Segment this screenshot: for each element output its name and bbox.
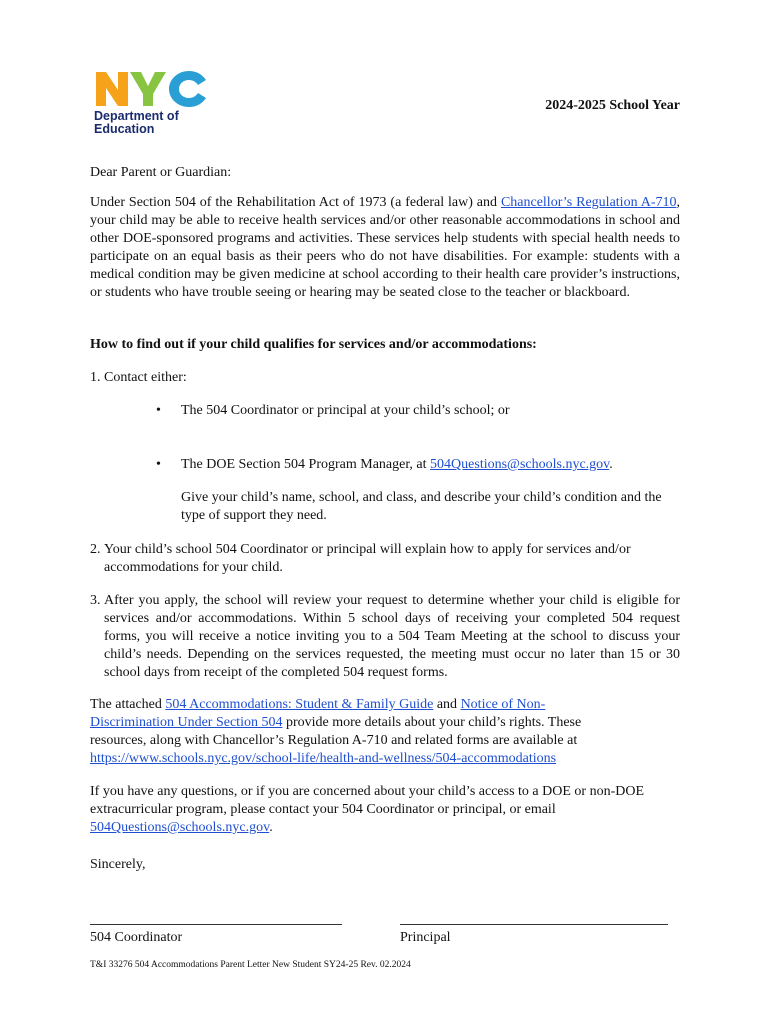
non-discrimination-link[interactable]: Notice of Non-Discrimination Under Section 504 <box>90 697 546 730</box>
step-3-text: After you apply, the school will review your request to determine whether your child is eligible for services and/or accommodations. Within 5 school days of receiving your completed 504 request forms, you will receive a notice inviting you to a 504 Team Meeting at the school to discuss your child’s needs. Depending on the services requested, the meeting must occur no later than 15 or 30 school days from receipt of the completed 504 request forms. <box>104 593 680 680</box>
questions-text-2: . <box>269 820 273 835</box>
chancellors-regulation-link[interactable]: Chancellor’s Regulation A-710 <box>500 195 677 210</box>
bullet-icon: • <box>156 457 161 472</box>
intro-text-2: , your child may be able to receive health services and/or other reasonable accommodations in school and other DOE-sponsored programs and activities. These services help students with special health needs to participate on an equal basis as their peers who do not have disabilities. For example: students with a medical condition may be given medicine at school according to their health care provider’s instructions, or students who have trouble seeing or hearing may be seated close to the teacher or blackboard. <box>90 195 680 300</box>
principal-signature-line <box>400 924 668 925</box>
accommodations-url-link[interactable]: https://www.schools.nyc.gov/school-life/health-and-wellness/504-accommodations <box>90 751 557 766</box>
bullet-2-suffix: . <box>609 457 613 472</box>
questions-text-1: If you have any questions, or if you are concerned about your child’s access to a DOE or non-DOE extracurricular program, please contact your 504 Coordinator or principal, or email <box>90 784 644 817</box>
intro-paragraph <box>90 194 680 302</box>
program-manager-email-link[interactable]: 504Questions@schools.nyc.gov <box>430 457 610 472</box>
qualify-heading: How to find out if your child qualifies for services and/or accommodations: <box>90 337 537 352</box>
intro-text-1: Under Section 504 of the Rehabilitation Act of 1973 (a federal law) and <box>90 195 501 210</box>
bullet-2-text <box>181 456 681 474</box>
nyc-logo-icon <box>94 66 214 110</box>
department-name <box>94 110 214 136</box>
step-2-text: Your child’s school 504 Coordinator or principal will explain how to apply for services and/or accommodations for your child. <box>104 542 631 575</box>
department-line-1: Department of <box>94 109 179 123</box>
step-3-number: 3. <box>90 593 101 608</box>
bullet-icon: • <box>156 403 161 418</box>
questions-email-link[interactable]: 504Questions@schools.nyc.gov <box>90 820 270 835</box>
step-1-text: Contact either: <box>104 370 187 385</box>
closing: Sincerely, <box>90 857 146 872</box>
step-1-note: Give your child’s name, school, and class, and describe your child’s condition and the type of support they need. <box>181 490 662 523</box>
bullet-1-text: The 504 Coordinator or principal at your child’s school; or <box>181 403 510 418</box>
bullet-2-prefix: The DOE Section 504 Program Manager, at <box>181 457 431 472</box>
family-guide-link[interactable]: 504 Accommodations: Student & Family Guide <box>165 697 434 712</box>
resources-text-3: provide more details about your child’s rights. These resources, along with Chancellor’s Regulation A-710 and related forms are available at <box>90 715 582 748</box>
coordinator-label: 504 Coordinator <box>90 930 183 945</box>
footer-code: T&I 33276 504 Accommodations Parent Letter New Student SY24-25 Rev. 02.2024 <box>90 960 411 970</box>
questions-paragraph <box>90 783 670 837</box>
step-1-number: 1. <box>90 370 101 385</box>
school-year: 2024-2025 School Year <box>545 98 680 113</box>
resources-paragraph <box>90 696 590 768</box>
step-2-number: 2. <box>90 542 101 557</box>
principal-label: Principal <box>400 930 451 945</box>
resources-text-2: and <box>433 697 461 712</box>
department-line-2: Education <box>94 122 155 136</box>
resources-text-1: The attached <box>90 697 166 712</box>
salutation: Dear Parent or Guardian: <box>90 165 232 180</box>
coordinator-signature-line <box>90 924 342 925</box>
